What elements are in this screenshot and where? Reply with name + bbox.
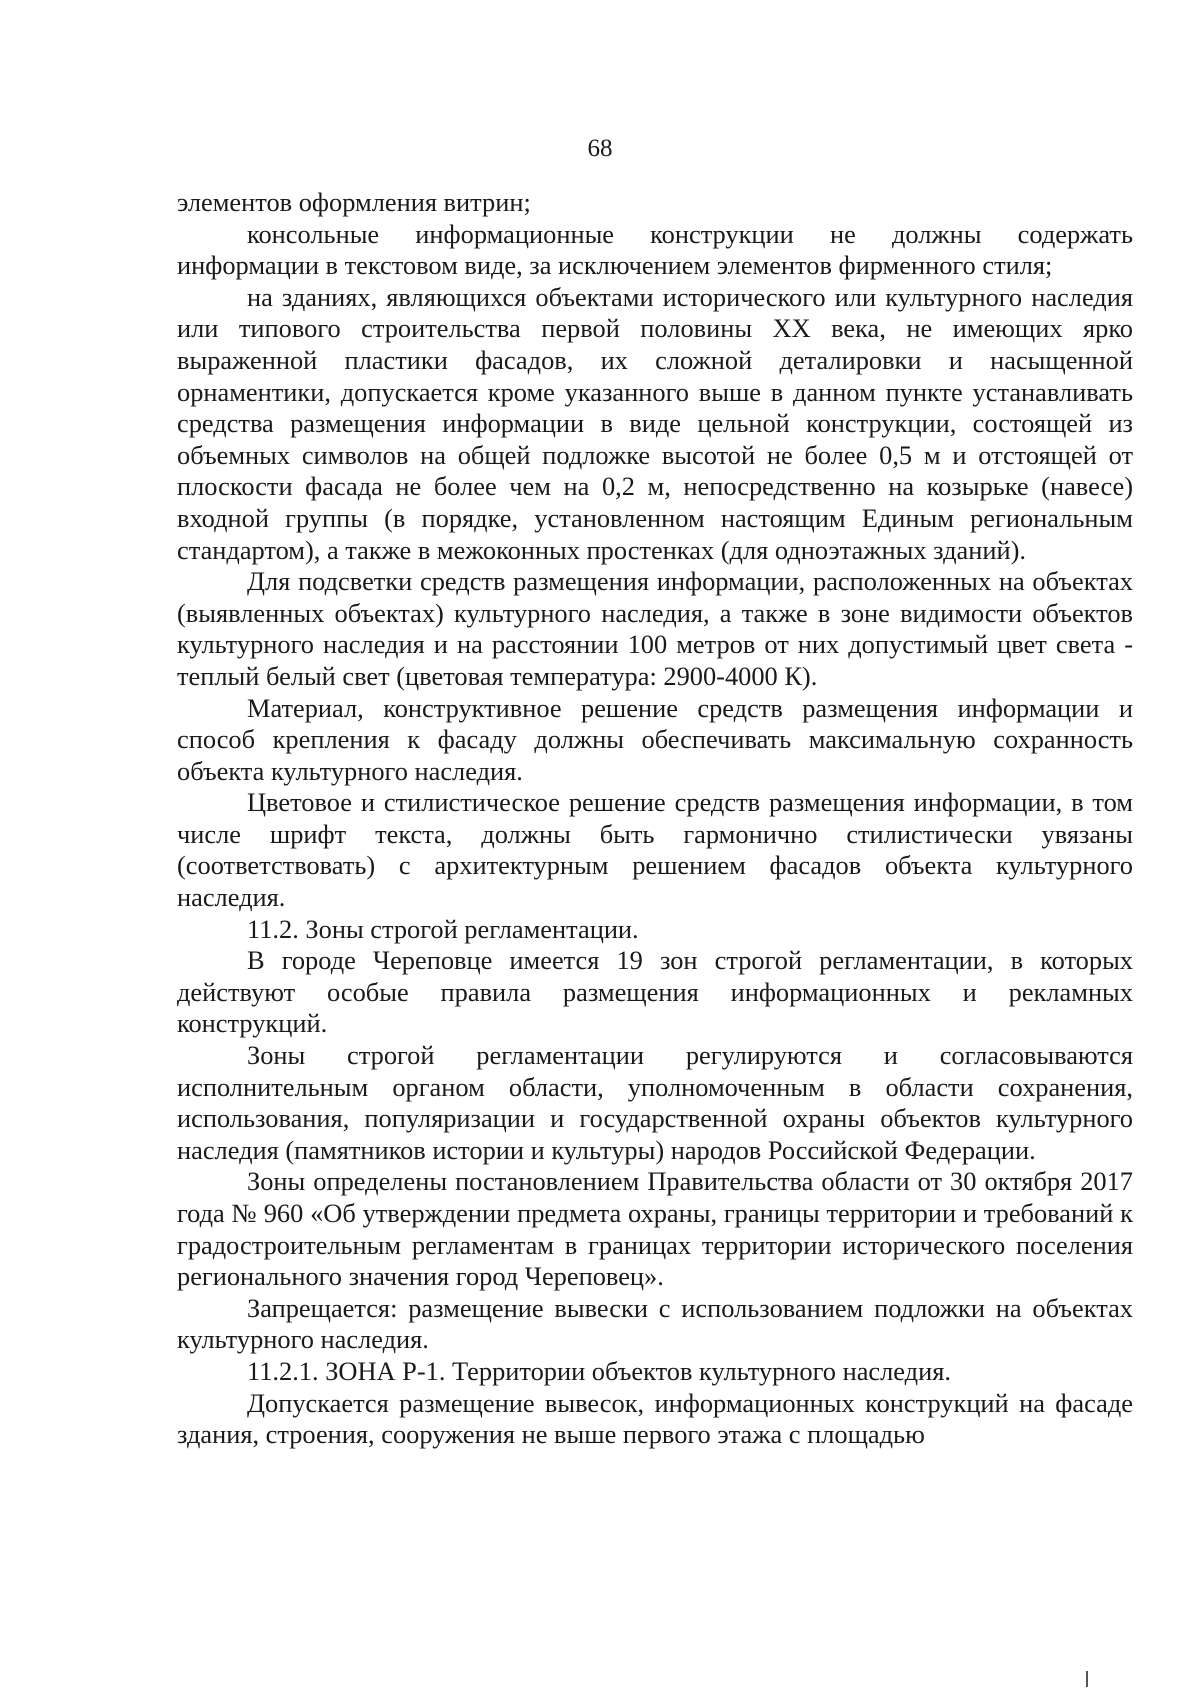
- paragraph: Для подсветки средств размещения информации, расположенных на объектах (выявленных объектах) культурного наследия, а также в зоне видимости объектов культурного наследия и на расстоянии 100 метров от них допустимый цвет света - теплый белый свет (цветовая температура: 2900-4000 К).: [177, 566, 1133, 691]
- paragraph: В городе Череповце имеется 19 зон строгой регламентации, в которых действуют особые правила размещения информационных и рекламных конструкций.: [177, 945, 1133, 1039]
- paragraph: Зоны определены постановлением Правительства области от 30 октября 2017 года № 960 «Об утверждении предмета охраны, границы территории и требований к градостроительным регламентам в границах территории исторического поселения регионального значения город Череповец».: [177, 1166, 1133, 1292]
- page-number: 68: [587, 135, 613, 162]
- body-text: [177, 187, 1133, 1451]
- paragraph: Цветовое и стилистическое решение средств размещения информации, в том числе шрифт текста, должны быть гармонично стилистически увязаны (соответствовать) с архитектурным решением фасадов объекта культурного наследия.: [177, 787, 1133, 913]
- paragraph: консольные информационные конструкции не должны содержать информации в текстовом виде, за исключением элементов фирменного стиля;: [177, 218, 1133, 281]
- paragraph: элементов оформления витрин;: [177, 187, 531, 217]
- paragraph: Зоны строгой регламентации регулируются и согласовываются исполнительным органом области, уполномоченным в области сохранения, использования, популяризации и государственной охраны объектов культурного наследия (памятников истории и культуры) народов Российской Федерации.: [177, 1040, 1133, 1165]
- paragraph: Материал, конструктивное решение средств размещения информации и способ крепления к фасаду должны обеспечивать максимальную сохранность объекта культурного наследия.: [177, 692, 1133, 786]
- paragraph: Запрещается: размещение вывески с использованием подложки на объектах культурного наследия.: [177, 1292, 1133, 1355]
- section-heading: 11.2. Зоны строгой регламентации.: [247, 913, 639, 944]
- scan-mark: [1086, 1671, 1088, 1687]
- subsection-heading: 11.2.1. ЗОНА Р-1. Территории объектов культурного наследия.: [247, 1355, 951, 1386]
- paragraph: на зданиях, являющихся объектами исторического или культурного наследия или типового строительства первой половины XX века, не имеющих ярко выраженной пластики фасадов, их сложной деталировки и насыщенной орнаментики, допускается кроме указанного выше в данном пункте устанавливать средства размещения информации в виде цельной конструкции, состоящей из объемных символов на общей подложке высотой не более 0,5 м и отстоящей от плоскости фасада не более чем на 0,2 м, непосредственно на козырьке (навесе) входной группы (в порядке, установленном настоящим Единым региональным стандартом), а также в межоконных простенках (для одноэтажных зданий).: [177, 281, 1133, 565]
- paragraph: Допускается размещение вывесок, информационных конструкций на фасаде здания, строения, сооружения не выше первого этажа с площадью: [177, 1387, 1133, 1450]
